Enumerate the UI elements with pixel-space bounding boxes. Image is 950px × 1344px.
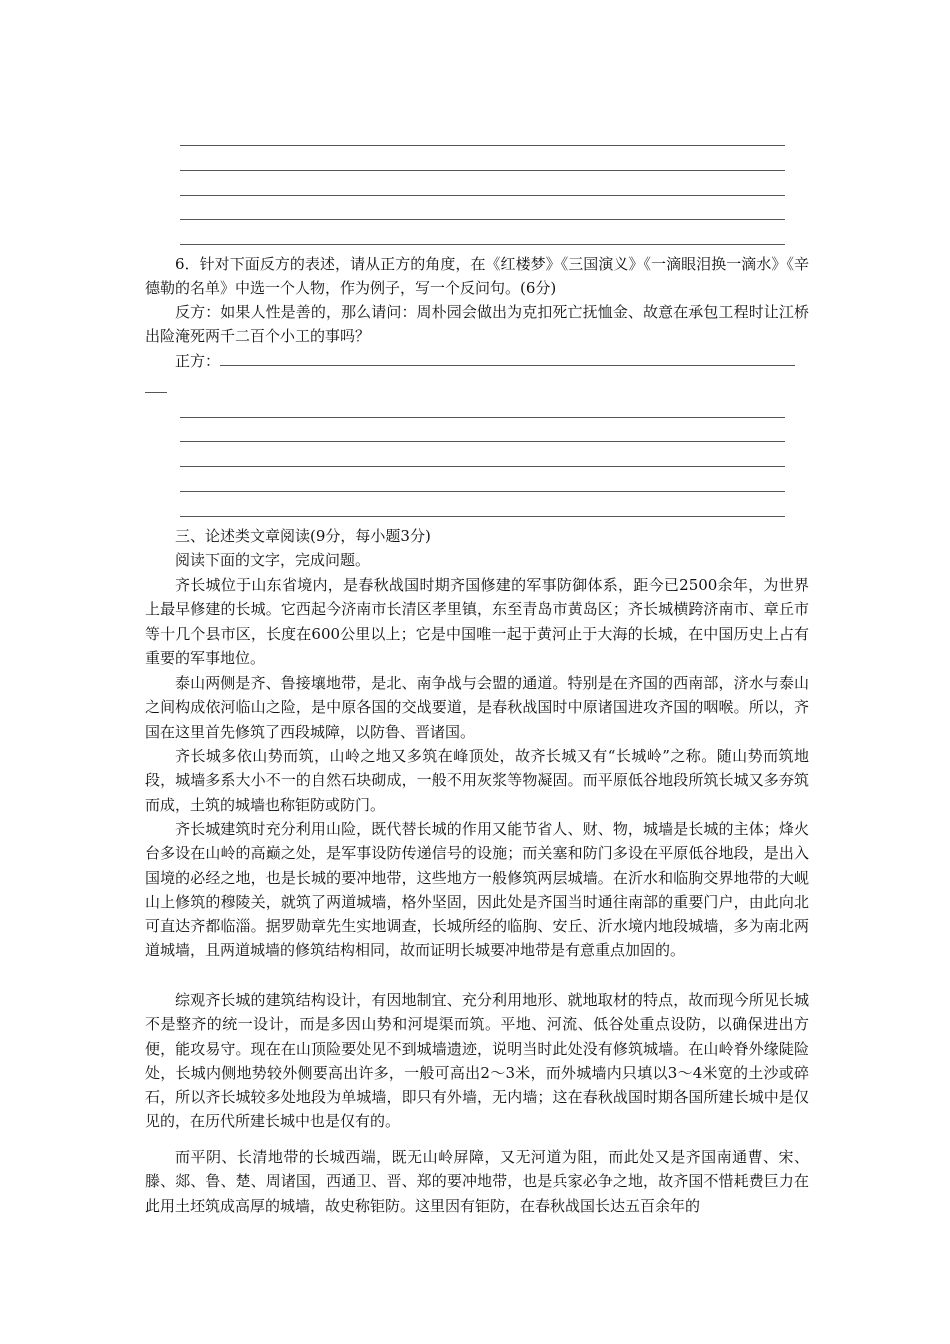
proponent-answer-line[interactable] xyxy=(220,351,795,366)
article-paragraph-2: 泰山两侧是齐、鲁接壤地带，是北、南争战与会盟的通道。特别是在齐国的西南部，济水与泰山之间构成依河临山之险，是中原各国的交战要道，是春秋战国时中原诸国进攻齐国的咽喉。所以，齐国在这里首先修筑了西段城障，以防鲁、晋诸国。 xyxy=(145,674,809,741)
answer-line[interactable] xyxy=(180,219,785,220)
question-6-proponent xyxy=(145,349,809,373)
article-paragraph-6: 而平阴、长清地带的长城西端，既无山岭屏障，又无河道为阻，而此处又是齐国南通曹、宋、滕、郯、鲁、楚、周诸国，西通卫、晋、郑的要冲地带，也是兵家必争之地，故齐国不惜耗费巨力在此用土坯筑成高厚的城墙，故史称钜防。这里因有钜防，在春秋战国长达五百余年的 xyxy=(145,1148,809,1215)
answer-line-stub xyxy=(145,392,167,393)
article-paragraph-5: 综观齐长城的建筑结构设计，有因地制宜、充分利用地形、就地取材的特点，故而现今所见长城不是整齐的统一设计，而是多因山势和河堤渠而筑。平地、河流、低谷处重点设防，以确保进出方便，能攻易守。现在在山顶险要处见不到城墙遗迹，说明当时此处没有修筑城墙。在山岭脊外缘陡险处，长城内侧地势较外侧要高出许多，一般可高出2～3米，而外城墙内只填以3～4米宽的土沙或碎石，所以齐长城较多处地段为单城墙，即只有外墙，无内墙；这在春秋战国时期各国所建长城中是仅见的，在历代所建长城中也是仅有的。 xyxy=(145,991,809,1131)
answer-line[interactable] xyxy=(180,516,785,517)
question-6-opponent: 反方：如果人性是善的，那么请问：周朴园会做出为克扣死亡抚恤金、故意在承包工程时让江桥出险淹死两千二百个小工的事吗？ xyxy=(145,303,809,346)
answer-line[interactable] xyxy=(180,145,785,146)
section-3-heading: 三、论述类文章阅读(9分，每小题3分) xyxy=(175,527,431,545)
answer-line[interactable] xyxy=(180,170,785,171)
answer-line[interactable] xyxy=(180,441,785,442)
section-3-instruction: 阅读下面的文字，完成问题。 xyxy=(175,551,371,569)
answer-line[interactable] xyxy=(180,491,785,492)
answer-line[interactable] xyxy=(180,417,785,418)
answer-line[interactable] xyxy=(180,195,785,196)
article-paragraph-1: 齐长城位于山东省境内，是春秋战国时期齐国修建的军事防御体系，距今已2500余年，为世界上最早修建的长城。它西起今济南市长清区孝里镇，东至青岛市黄岛区；齐长城横跨济南市、章丘市等十几个县市区，长度在600公里以上；它是中国唯一起于黄河止于大海的长城，在中国历史上占有重要的军事地位。 xyxy=(145,576,809,667)
article-paragraph-4: 齐长城建筑时充分利用山险，既代替长城的作用又能节省人、财、物，城墙是长城的主体；烽火台多设在山岭的高巅之处，是军事设防传递信号的设施；而关塞和防门多设在平原低谷地段，是出入国境的必经之地，也是长城的要冲地带，这些地方一般修筑两层城墙。在沂水和临朐交界地带的大岘山上修筑的穆陵关，就筑了两道城墙，格外坚固，因此处是齐国当时通往南部的重要门户，由此向北可直达齐都临淄。据罗勋章先生实地调查，长城所经的临朐、安丘、沂水境内地段城墙，多为南北两道城墙，且两道城墙的修筑结构相同，故而证明长城要冲地带是有意重点加固的。 xyxy=(145,820,809,960)
article-paragraph-3: 齐长城多依山势而筑，山岭之地又多筑在峰顶处，故齐长城又有“长城岭”之称。随山势而筑地段，城墙多系大小不一的自然石块砌成，一般不用灰浆等物凝固。而平原低谷地段所筑长城又多夯筑而成，土筑的城墙也称钜防或防门。 xyxy=(145,747,809,814)
answer-line[interactable] xyxy=(180,466,785,467)
proponent-label: 正方： xyxy=(175,352,221,370)
question-6-stem: 6．针对下面反方的表述，请从正方的角度，在《红楼梦》《三国演义》《一滴眼泪换一滴水》《辛德勒的名单》中选一个人物，作为例子，写一个反问句。(6分) xyxy=(145,255,809,298)
answer-line[interactable] xyxy=(180,244,785,245)
